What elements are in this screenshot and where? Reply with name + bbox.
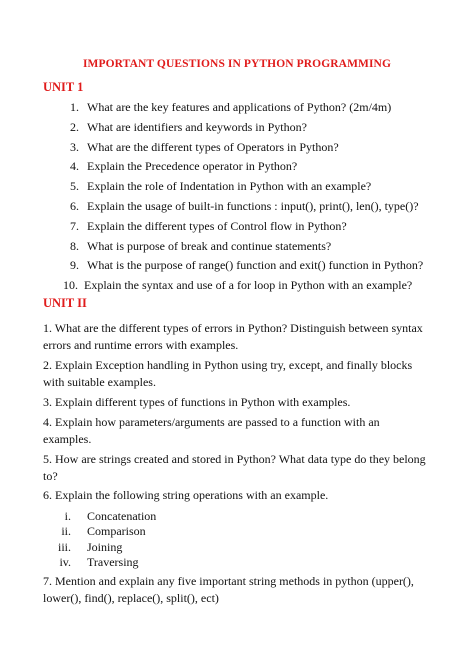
list-item-number: 7.	[70, 218, 79, 233]
question-line: 3. Explain different types of functions in Python with examples.	[43, 395, 351, 409]
unit1-question-list	[43, 100, 443, 298]
list-item	[43, 524, 343, 539]
list-item-number: 2.	[70, 119, 79, 134]
unit2-question	[43, 394, 438, 411]
unit2-question	[43, 573, 438, 607]
list-item-number: 1.	[70, 100, 79, 114]
list-item-text: Explain the Precedence operator in Python?	[87, 159, 298, 174]
list-item-number: 9.	[70, 258, 79, 273]
list-item	[43, 278, 443, 298]
list-item-number: iv.	[59, 554, 71, 569]
list-item	[43, 219, 443, 239]
list-item	[43, 100, 443, 120]
list-item	[43, 540, 343, 555]
list-item	[43, 140, 443, 160]
list-item-text: Comparison	[87, 524, 146, 539]
string-operations-list	[43, 509, 343, 570]
question-line: to?	[43, 469, 58, 483]
list-item	[43, 509, 343, 524]
list-item-text: What are the different types of Operators in Python?	[87, 139, 339, 154]
unit2-question	[43, 414, 438, 448]
unit2-heading: UNIT II	[43, 296, 87, 310]
question-line: 4. Explain how parameters/arguments are passed to a function with an	[43, 415, 380, 429]
document-title: IMPORTANT QUESTIONS IN PYTHON PROGRAMMING	[82, 58, 392, 70]
question-line: examples.	[43, 432, 92, 446]
question-line: with suitable examples.	[43, 375, 156, 389]
question-line: 2. Explain Exception handling in Python using try, except, and finally blocks	[43, 358, 413, 372]
list-item	[43, 199, 443, 219]
list-item	[43, 120, 443, 140]
question-line: 6. Explain the following string operations with an example.	[43, 488, 329, 502]
question-line: errors and runtime errors with examples.	[43, 338, 239, 352]
list-item-number: 3.	[70, 139, 79, 154]
list-item-text: What is the purpose of range() function and exit() function in Python?	[87, 258, 424, 273]
question-line: 1. What are the different types of errors in Python? Distinguish between syntax	[43, 321, 423, 335]
list-item-text: What are the key features and applications of Python? (2m/4m)	[87, 100, 392, 114]
list-item	[43, 179, 443, 199]
list-item	[43, 555, 343, 570]
list-item-number: iii.	[57, 539, 71, 554]
question-line: 5. How are strings created and stored in Python? What data type do they belong	[43, 452, 426, 466]
list-item	[43, 159, 443, 179]
unit2-question	[43, 357, 438, 391]
list-item-number: 4.	[70, 159, 79, 174]
question-line: lower(), find(), replace(), split(), ect)	[43, 591, 219, 605]
list-item-text: What are identifiers and keywords in Python?	[87, 119, 307, 134]
list-item-text: Traversing	[87, 554, 139, 569]
list-item-number: 6.	[70, 198, 79, 213]
unit2-question	[43, 320, 438, 354]
list-item-text: Explain the syntax and use of a for loop in Python with an example?	[84, 278, 413, 293]
list-item-number: 8.	[70, 238, 79, 253]
list-item-text: What is purpose of break and continue statements?	[87, 238, 332, 253]
unit2-question	[43, 487, 438, 504]
list-item-number: 5.	[70, 179, 79, 194]
list-item	[43, 258, 443, 278]
list-item-text: Joining	[87, 539, 123, 554]
list-item-number: 10.	[63, 278, 78, 293]
list-item-text: Explain the usage of built-in functions : input(), print(), len(), type()?	[87, 198, 419, 213]
unit1-heading: UNIT 1	[43, 80, 84, 94]
list-item-text: Explain the role of Indentation in Python with an example?	[87, 179, 372, 194]
list-item-number: i.	[64, 509, 71, 523]
list-item-text: Explain the different types of Control flow in Python?	[87, 218, 347, 233]
unit2-question	[43, 451, 438, 485]
list-item-number: ii.	[61, 524, 71, 539]
list-item	[43, 239, 443, 259]
list-item-text: Concatenation	[87, 509, 157, 523]
question-line: 7. Mention and explain any five important string methods in python (upper(),	[43, 574, 414, 588]
